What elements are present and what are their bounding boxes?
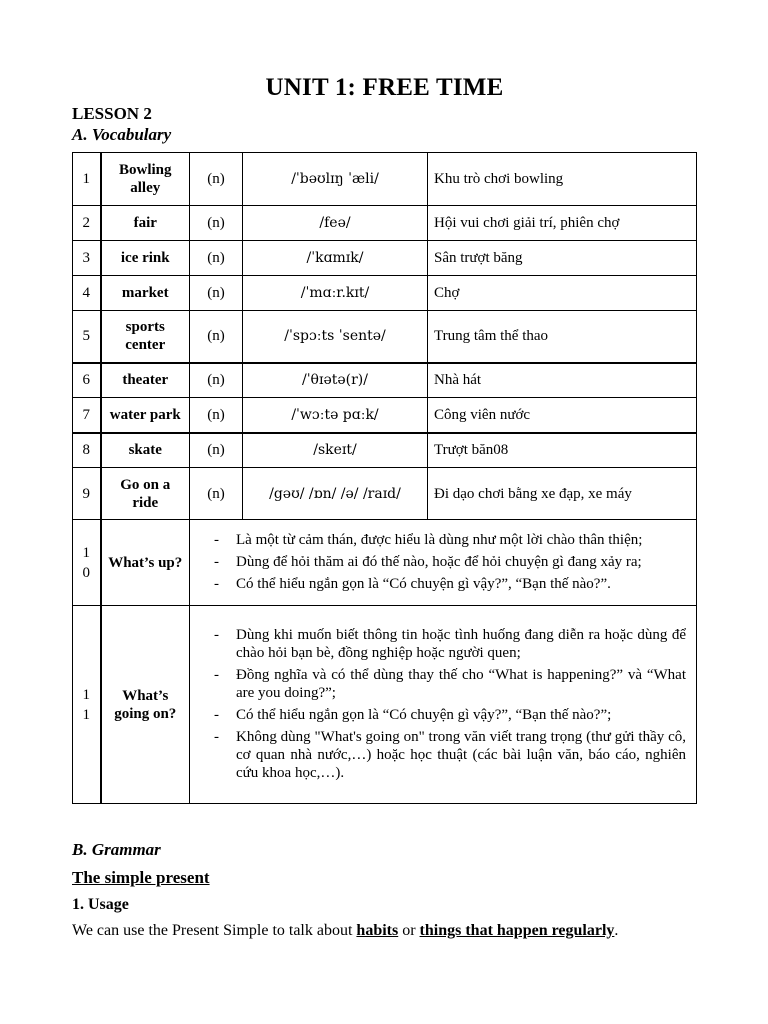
part-of-speech: (n) (190, 363, 243, 398)
row-number: 6 (73, 363, 101, 398)
table-row (73, 398, 697, 433)
meaning: Khu trò chơi bowling (428, 153, 697, 206)
usage-text: or (398, 922, 420, 939)
part-of-speech: (n) (190, 311, 243, 363)
table-row (73, 153, 697, 206)
vocab-word: theater (101, 363, 190, 398)
meaning: Trượt băn08 (428, 433, 697, 468)
part-of-speech: (n) (190, 206, 243, 241)
list-item: - Có thể hiểu ngắn gọn là “Có chuyện gì vậy?”, “Bạn thế nào?”; (190, 706, 686, 724)
meaning: Hội vui chơi giải trí, phiên chợ (428, 206, 697, 241)
definition-list (190, 618, 688, 792)
pronunciation: /ˈkɑmɪk/ (243, 241, 428, 276)
definition-cell (190, 520, 697, 606)
pronunciation: /ˈbəʊlɪŋ ˈæli/ (243, 153, 428, 206)
pronunciation: /skeɪt/ (243, 433, 428, 468)
row-number: 1 0 (73, 520, 101, 606)
vocabulary-heading: A. Vocabulary (72, 125, 172, 144)
pronunciation: /gəʊ/ /ɒn/ /ə/ /raɪd/ (243, 468, 428, 520)
meaning: Đi dạo chơi bằng xe đạp, xe máy (428, 468, 697, 520)
usage-text: . (614, 922, 619, 939)
vocab-word: market (101, 276, 190, 311)
meaning: Sân trượt băng (428, 241, 697, 276)
row-number: 2 (73, 206, 101, 241)
pronunciation: /ˈθɪətə(r)/ (243, 363, 428, 398)
row-number: 1 1 (73, 606, 101, 804)
pronunciation: /ˈwɔːtə pɑːk/ (243, 398, 428, 433)
meaning: Trung tâm thể thao (428, 311, 697, 363)
definition-cell (190, 606, 697, 804)
table-row (73, 468, 697, 520)
row-number: 1 (73, 153, 101, 206)
row-number: 3 (73, 241, 101, 276)
table-row (73, 363, 697, 398)
vocab-word: skate (101, 433, 190, 468)
list-item: - Dùng khi muốn biết thông tin hoặc tình huống đang diễn ra hoặc dùng để chào hỏi bạn bè, đồng nghiệp hoặc người quen; (190, 626, 686, 662)
pronunciation: /ˈspɔːts ˈsentə/ (243, 311, 428, 363)
list-item: - Là một từ cảm thán, được hiểu là dùng như một lời chào thân thiện; (190, 531, 688, 549)
row-number: 7 (73, 398, 101, 433)
table-row (73, 276, 697, 311)
vocab-word: What’s going on? (101, 606, 190, 804)
list-item: - Dùng để hỏi thăm ai đó thế nào, hoặc để hỏi chuyện gì đang xảy ra; (190, 553, 688, 571)
table-row (73, 241, 697, 276)
meaning: Chợ (428, 276, 697, 311)
part-of-speech: (n) (190, 241, 243, 276)
part-of-speech: (n) (190, 468, 243, 520)
row-number: 5 (73, 311, 101, 363)
vocab-word: fair (101, 206, 190, 241)
grammar-subheading: The simple present (72, 868, 210, 887)
row-number: 4 (73, 276, 101, 311)
page-title: UNIT 1: FREE TIME (265, 74, 504, 101)
vocab-word: sports center (101, 311, 190, 363)
table-row (73, 311, 697, 363)
definition-list (190, 523, 690, 603)
list-item: - Không dùng "What's going on" trong văn viết trang trọng (thư gửi thầy cô, cơ quan nhà nước,…) hoặc học thuật (các bài luận văn, báo cáo, nghiên cứu khoa học,…). (190, 728, 686, 782)
grammar-heading: B. Grammar (72, 840, 161, 859)
part-of-speech: (n) (190, 153, 243, 206)
vocab-word: water park (101, 398, 190, 433)
vocab-word: What’s up? (101, 520, 190, 606)
lesson-heading: LESSON 2 (72, 104, 152, 123)
pronunciation: /ˈmɑːr.kɪt/ (243, 276, 428, 311)
usage-heading: 1. Usage (72, 896, 129, 913)
list-item: - Có thể hiểu ngắn gọn là “Có chuyện gì vậy?”, “Bạn thế nào?”. (190, 575, 688, 593)
row-number: 9 (73, 468, 101, 520)
table-row (73, 520, 697, 606)
emphasis-text: habits (356, 922, 399, 939)
list-item: - Đồng nghĩa và có thể dùng thay thế cho “What is happening?” và “What are you doing?”; (190, 666, 686, 702)
part-of-speech: (n) (190, 276, 243, 311)
vocab-word: Bowling alley (101, 153, 190, 206)
usage-paragraph (72, 922, 697, 940)
table-row (73, 206, 697, 241)
part-of-speech: (n) (190, 433, 243, 468)
row-number: 8 (73, 433, 101, 468)
meaning: Nhà hát (428, 363, 697, 398)
pronunciation: /feə/ (243, 206, 428, 241)
emphasis-text: things that happen regularly (419, 922, 615, 939)
table-row (73, 606, 697, 804)
meaning: Công viên nước (428, 398, 697, 433)
vocab-word: Go on a ride (101, 468, 190, 520)
vocabulary-table (72, 152, 697, 804)
table-row (73, 433, 697, 468)
usage-text: We can use the Present Simple to talk about (72, 922, 357, 939)
vocab-word: ice rink (101, 241, 190, 276)
part-of-speech: (n) (190, 398, 243, 433)
